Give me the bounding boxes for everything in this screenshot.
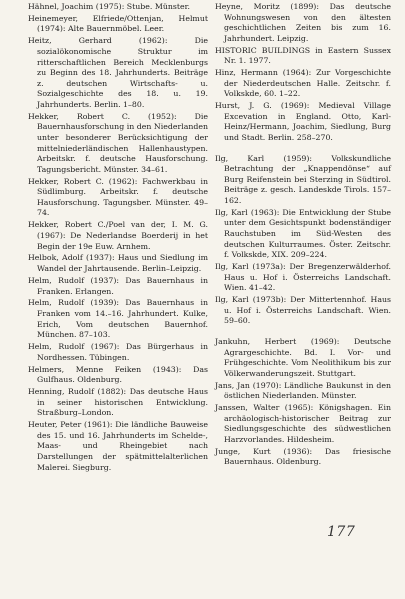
bibliography-entry: Helm, Rudolf (1967): Das Bürgerhaus in Nordhessen. Tübingen. <box>28 342 208 362</box>
bibliography-entry: Hekker, Robert C. (1952): Die Bauernhausforschung in den Niederlanden unter besonderer Berücksichtigung der mittelniederländischen Hallenhaustypen. Arbeitskr. f. deutsche Hausforschung. Tagungsbericht. Münster. 34–61. <box>28 111 208 174</box>
bibliography-entry: Helmers, Menne Feiken (1943): Das Gulfhaus. Oldenburg. <box>28 364 208 385</box>
bibliography-entry: Janssen, Walter (1965): Königshagen. Ein archäologisch-historischer Beitrag zur Siedlungsgeschichte des südwestlichen Harzvorlandes. Hildesheim. <box>215 403 391 444</box>
bibliography-entry: Hinz, Hermann (1964): Zur Vorgeschichte der Niederdeutschen Halle. Zeitschr. f. Volkskde, 60. 1–22. <box>215 68 391 99</box>
page-number: 177 <box>327 524 356 540</box>
bibliography-entry: Ilg, Karl (1973b): Der Mittertennhof. Haus u. Hof i. Österreichs Landschaft. Wien. 59–60. <box>215 295 391 326</box>
bibliography-entry: Henning, Rudolf (1882): Das deutsche Haus in seiner historischen Entwicklung. Straßburg–London. <box>28 387 208 418</box>
bibliography-entry: Ilg, Karl (1973a): Der Bregenzerwälderhof. Haus u. Hof i. Österreichs Landschaft. Wien. 41–42. <box>215 262 391 293</box>
right-column <box>215 2 391 469</box>
bibliography-entry: Ilg, Karl (1963): Die Entwicklung der Stube unter dem Gesichtspunkt bodenständiger Rauchstuben im Süd-Westen des deutschen Kulturraumes. Öster. Zeitschr. f. Volkskde, XIX. 209–224. <box>215 207 391 260</box>
bibliography-entry: Junge, Kurt (1936): Das friesische Bauernhaus. Oldenburg. <box>215 446 391 467</box>
bibliography-entry: Jankuhn, Herbert (1969): Deutsche Agrargeschichte. Bd. I. Vor- und Frühgeschichte. Vom Neolithikum bis zur Völkerwanderungszeit. Stuttgart. <box>215 337 391 378</box>
bibliography-entry: Heinemeyer, Elfriede/Ottenjan, Helmut (1974): Alte Bauernmöbel. Leer. <box>28 13 208 34</box>
bibliography-entry: Ilg, Karl (1959): Volkskundliche Betrachtung der „Knappendönse“ auf Burg Reifenstein bei Sterzing in Südtirol. Beiträge z. gesch. Landeskde Tirols. 157–162. <box>215 153 391 205</box>
bibliography-entry: Hekker, Robert C. (1962): Fachwerkbau in Südlimburg. Arbeitskr. f. deutsche Hausforschung. Tagungsber. Münster. 49–74. <box>28 176 208 218</box>
bibliography-entry: Jans, Jan (1970): Ländliche Baukunst in den östlichen Niederlanden. Münster. <box>215 380 391 401</box>
bibliography-entry: HISTORIC BUILDINGS in Eastern Sussex Nr. 1. 1977. <box>215 45 391 66</box>
bibliography-entry: Helm, Rudolf (1937): Das Bauernhaus in Franken. Erlangen. <box>28 275 208 296</box>
bibliography-entry: Hurst, J. G. (1969): Medieval Village Excevation in England. Otto, Karl-Heinz/Hermann, Joachim, Siedlung, Burg und Stadt. Berlin. 258–270. <box>215 101 391 143</box>
bibliography-entry: Helm, Rudolf (1939): Das Bauernhaus in Franken vom 14.–16. Jahrhundert. Kulke, Erich, Vom deutschen Bauernhof. München. 87–103. <box>28 298 208 340</box>
left-column <box>28 2 208 474</box>
bibliography-entry: Heitz, Gerhard (1962): Die sozialökonomische Struktur im ritterschaftlichen Bereich Mecklenburgs zu Beginn des 18. Jahrhunderts. Beiträge z. deutschen Wirtschafts- u. Sozialgeschichte des 18. u. 19. Jahrhunderts. Berlin. 1–80. <box>28 36 208 109</box>
bibliography-entry: Helbok, Adolf (1937): Haus und Siedlung im Wandel der Jahrtausende. Berlin–Leipzig. <box>28 253 208 274</box>
bibliography-entry: Heyne, Moritz (1899): Das deutsche Wohnungswesen von den ältesten geschichtlichen Zeiten bis zum 16. Jahrhundert. Leipzig. <box>215 2 391 43</box>
bibliography-entry: Hekker, Robert C./Poel van der, I. M. G. (1967): De Nederlandse Boerderij in het Begin der 19e Euw. Arnhem. <box>28 220 208 251</box>
bibliography-entry: Heuter, Peter (1961): Die ländliche Bauweise des 15. und 16. Jahrhunderts im Schelde-, Maas- und Rheingebiet nach Darstellungen der spätmittelalterlichen Malerei. Siegburg. <box>28 420 208 472</box>
bibliography-entry: Hähnel, Joachim (1975): Stube. Münster. <box>28 2 190 11</box>
